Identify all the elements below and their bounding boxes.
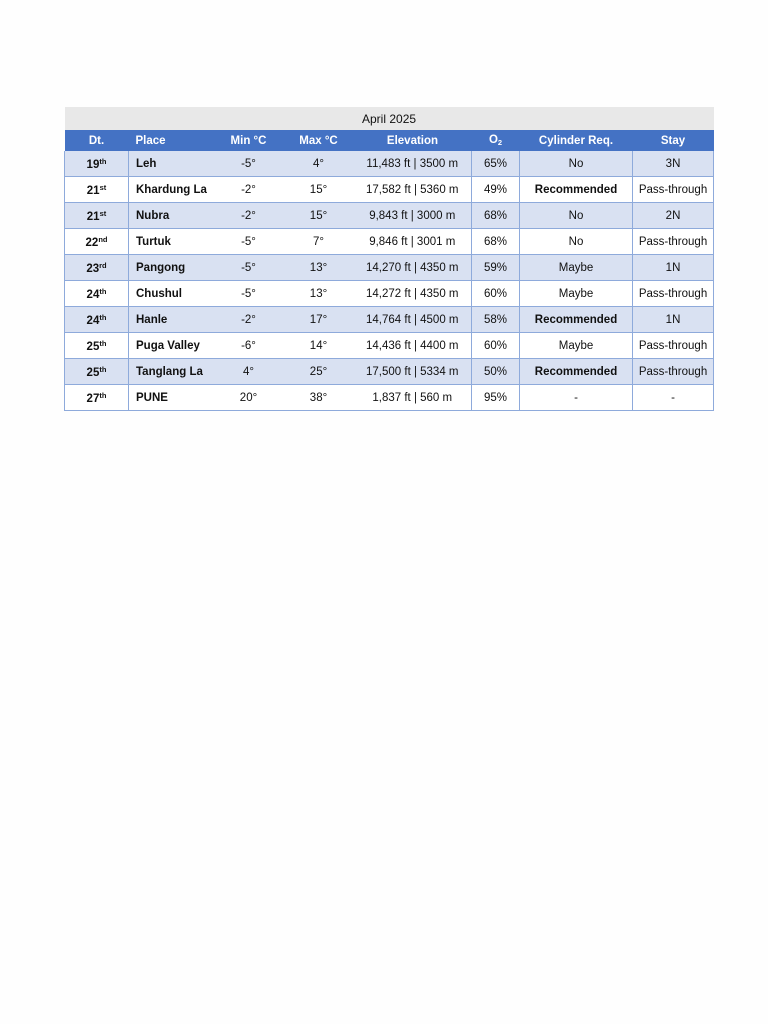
cell-min-temp: 20° xyxy=(214,385,284,411)
table-row xyxy=(65,151,714,177)
cell-max-temp: 13° xyxy=(284,281,354,307)
cell-date-suffix: st xyxy=(99,182,107,192)
cell-date-day: 21 xyxy=(86,184,100,197)
header-min-temp: Min °C xyxy=(214,130,284,151)
header-max-temp: Max °C xyxy=(284,130,354,151)
cell-date-suffix: th xyxy=(99,338,107,348)
cell-stay: Pass-through xyxy=(633,281,714,307)
cell-place: Khardung La xyxy=(129,177,214,203)
cell-stay: Pass-through xyxy=(633,229,714,255)
cell-elevation: 1,837 ft | 560 m xyxy=(354,385,472,411)
cell-date-day: 25 xyxy=(86,340,100,353)
cell-place: Hanle xyxy=(129,307,214,333)
cell-date-suffix: th xyxy=(99,364,107,374)
cell-place: PUNE xyxy=(129,385,214,411)
table-caption: April 2025 xyxy=(65,107,714,130)
cell-min-temp: -2° xyxy=(214,177,284,203)
cell-stay: Pass-through xyxy=(633,359,714,385)
cell-max-temp: 38° xyxy=(284,385,354,411)
cell-stay: 1N xyxy=(633,307,714,333)
cell-stay: Pass-through xyxy=(633,333,714,359)
cell-elevation: 9,846 ft | 3001 m xyxy=(354,229,472,255)
cell-min-temp: -2° xyxy=(214,307,284,333)
cell-elevation: 11,483 ft | 3500 m xyxy=(354,151,472,177)
table-body xyxy=(65,151,714,411)
cell-min-temp: -2° xyxy=(214,203,284,229)
header-cylinder: Cylinder Req. xyxy=(520,130,633,151)
cell-date xyxy=(65,229,129,255)
cell-cylinder: Maybe xyxy=(520,255,633,281)
cell-stay: 3N xyxy=(633,151,714,177)
cell-date xyxy=(65,177,129,203)
cell-oxygen: 60% xyxy=(472,333,520,359)
table-caption-row xyxy=(65,107,714,130)
cell-cylinder: Maybe xyxy=(520,333,633,359)
cell-oxygen: 68% xyxy=(472,203,520,229)
table-row xyxy=(65,385,714,411)
table-row xyxy=(65,255,714,281)
cell-elevation: 14,270 ft | 4350 m xyxy=(354,255,472,281)
cell-oxygen: 49% xyxy=(472,177,520,203)
cell-date-suffix: th xyxy=(99,156,107,166)
cell-oxygen: 59% xyxy=(472,255,520,281)
cell-oxygen: 68% xyxy=(472,229,520,255)
table-row xyxy=(65,177,714,203)
cell-date xyxy=(65,151,129,177)
cell-date-suffix: th xyxy=(99,286,107,296)
cell-min-temp: -6° xyxy=(214,333,284,359)
header-oxygen xyxy=(472,130,520,151)
cell-place: Leh xyxy=(129,151,214,177)
header-oxygen-main: O xyxy=(488,134,498,146)
cell-elevation: 14,436 ft | 4400 m xyxy=(354,333,472,359)
cell-place: Nubra xyxy=(129,203,214,229)
cell-date-day: 23 xyxy=(86,262,100,275)
cell-date-suffix: rd xyxy=(99,260,107,270)
cell-oxygen: 58% xyxy=(472,307,520,333)
cell-date-suffix: st xyxy=(99,208,107,218)
table-row xyxy=(65,281,714,307)
header-date: Dt. xyxy=(65,130,129,151)
cell-stay: Pass-through xyxy=(633,177,714,203)
cell-date xyxy=(65,307,129,333)
cell-max-temp: 15° xyxy=(284,203,354,229)
cell-cylinder: No xyxy=(520,229,633,255)
cell-cylinder: - xyxy=(520,385,633,411)
cell-min-temp: 4° xyxy=(214,359,284,385)
cell-date xyxy=(65,255,129,281)
table-row xyxy=(65,203,714,229)
cell-date xyxy=(65,359,129,385)
cell-max-temp: 13° xyxy=(284,255,354,281)
cell-elevation: 9,843 ft | 3000 m xyxy=(354,203,472,229)
cell-oxygen: 50% xyxy=(472,359,520,385)
table-row xyxy=(65,333,714,359)
cell-elevation: 14,764 ft | 4500 m xyxy=(354,307,472,333)
cell-place: Turtuk xyxy=(129,229,214,255)
cell-max-temp: 25° xyxy=(284,359,354,385)
cell-stay: - xyxy=(633,385,714,411)
header-oxygen-sub: 2 xyxy=(497,138,503,147)
cell-cylinder: No xyxy=(520,203,633,229)
header-elevation: Elevation xyxy=(354,130,472,151)
cell-max-temp: 15° xyxy=(284,177,354,203)
cell-date-day: 24 xyxy=(86,314,100,327)
cell-min-temp: -5° xyxy=(214,281,284,307)
cell-oxygen: 65% xyxy=(472,151,520,177)
cell-max-temp: 14° xyxy=(284,333,354,359)
header-stay: Stay xyxy=(633,130,714,151)
cell-oxygen: 60% xyxy=(472,281,520,307)
cell-date xyxy=(65,333,129,359)
cell-date xyxy=(65,203,129,229)
cell-date xyxy=(65,281,129,307)
cell-date-day: 19 xyxy=(86,158,100,171)
cell-place: Chushul xyxy=(129,281,214,307)
cell-place: Puga Valley xyxy=(129,333,214,359)
itinerary-table xyxy=(64,107,714,411)
cell-stay: 1N xyxy=(633,255,714,281)
cell-cylinder: No xyxy=(520,151,633,177)
table-row xyxy=(65,359,714,385)
cell-max-temp: 7° xyxy=(284,229,354,255)
cell-date-day: 21 xyxy=(86,210,100,223)
cell-date-suffix: th xyxy=(99,390,107,400)
cell-date-suffix: th xyxy=(99,312,107,322)
cell-max-temp: 17° xyxy=(284,307,354,333)
cell-date-day: 22 xyxy=(85,236,99,249)
cell-cylinder: Recommended xyxy=(520,177,633,203)
cell-date-day: 25 xyxy=(86,366,100,379)
cell-cylinder: Recommended xyxy=(520,359,633,385)
cell-min-temp: -5° xyxy=(214,229,284,255)
cell-elevation: 14,272 ft | 4350 m xyxy=(354,281,472,307)
cell-date xyxy=(65,385,129,411)
cell-min-temp: -5° xyxy=(214,255,284,281)
cell-oxygen: 95% xyxy=(472,385,520,411)
header-place: Place xyxy=(129,130,214,151)
table-row xyxy=(65,229,714,255)
cell-elevation: 17,582 ft | 5360 m xyxy=(354,177,472,203)
table-row xyxy=(65,307,714,333)
cell-cylinder: Maybe xyxy=(520,281,633,307)
table-header-row xyxy=(65,130,714,151)
cell-date-suffix: nd xyxy=(98,234,108,244)
cell-elevation: 17,500 ft | 5334 m xyxy=(354,359,472,385)
cell-date-day: 24 xyxy=(86,288,100,301)
cell-date-day: 27 xyxy=(86,392,100,405)
cell-min-temp: -5° xyxy=(214,151,284,177)
cell-place: Tanglang La xyxy=(129,359,214,385)
cell-stay: 2N xyxy=(633,203,714,229)
cell-max-temp: 4° xyxy=(284,151,354,177)
cell-cylinder: Recommended xyxy=(520,307,633,333)
cell-place: Pangong xyxy=(129,255,214,281)
